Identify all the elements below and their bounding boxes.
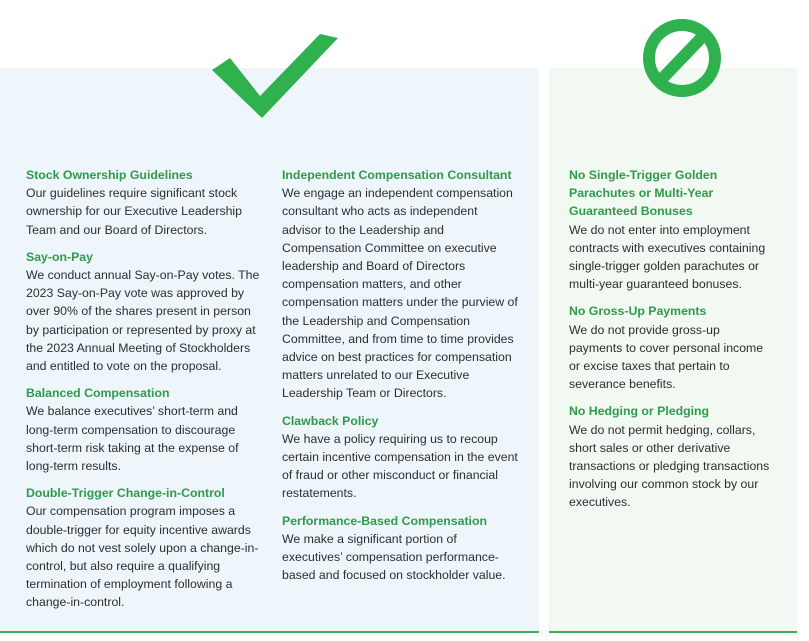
practice-item bbox=[26, 166, 266, 239]
practice-body: We conduct annual Say-on-Pay votes. The 2023 Say-on-Pay vote was approved by over 90% of the shares present in person by participation or represented by proxy at the 2023 Annual Meeting of Stockholders and entitled to vote on the proposal. bbox=[26, 268, 260, 374]
practice-body: We do not provide gross-up payments to cover personal income or excise taxes that pertain to severance benefits. bbox=[569, 322, 764, 392]
practice-item bbox=[569, 302, 774, 393]
prohibited-icon bbox=[641, 17, 723, 99]
checkmark-icon bbox=[208, 26, 342, 122]
practice-title: No Gross-Up Payments bbox=[569, 304, 707, 319]
practice-body: We engage an independent compensation consultant who acts as independent advisor to the Leadership and Compensation Committee on executive leadership and Board of Directors compensation matters, and other compensation matters under the purview of the Leadership and Compensation Committee, and from time to time provides advice on best practices for compensation matters unrelated to our Executive Leadership Team or Directors. bbox=[282, 186, 518, 401]
practice-item bbox=[26, 384, 266, 475]
practice-title: Say-on-Pay bbox=[26, 249, 93, 264]
dont-column bbox=[569, 166, 774, 521]
practice-title: Double-Trigger Change-in-Control bbox=[26, 486, 225, 501]
practice-item bbox=[26, 248, 266, 375]
do-column-2 bbox=[282, 166, 518, 593]
practice-body: We have a policy requiring us to recoup certain incentive compensation in the event of fraud or other misconduct or financial restatements. bbox=[282, 431, 518, 501]
practice-title: Independent Compensation Consultant bbox=[282, 168, 512, 182]
practice-item bbox=[282, 412, 518, 503]
practice-item bbox=[282, 512, 518, 585]
practice-item bbox=[569, 402, 774, 511]
practice-title: No Single-Trigger Golden Parachutes or Multi-Year Guaranteed Bonuses bbox=[569, 168, 718, 219]
do-column-1 bbox=[26, 166, 266, 621]
practice-body: We make a significant portion of executives’ compensation performance-based and focused on stockholder value. bbox=[282, 531, 506, 583]
practice-title: Balanced Compensation bbox=[26, 386, 170, 401]
practice-body: We do not enter into employment contracts with executives containing single-trigger golden parachutes or multi-year guaranteed bonuses. bbox=[569, 222, 766, 292]
practice-body: Our guidelines require significant stock ownership for our Executive Leadership Team and our Board of Directors. bbox=[26, 186, 243, 237]
practice-title: Clawback Policy bbox=[282, 413, 379, 428]
practice-title: Performance-Based Compensation bbox=[282, 513, 488, 528]
practice-title: Stock Ownership Guidelines bbox=[26, 168, 193, 182]
practice-item bbox=[569, 166, 774, 293]
practice-body: We do not permit hedging, collars, short sales or other derivative transactions or pledging transactions involving our common stock by our executives. bbox=[569, 422, 770, 510]
practice-item bbox=[26, 484, 266, 611]
practice-item bbox=[282, 166, 518, 403]
practice-body: Our compensation program imposes a double-trigger for equity incentive awards which do not vest solely upon a change-in-control, but also require a qualifying termination of employment following a change-in-control. bbox=[26, 504, 259, 610]
practice-title: No Hedging or Pledging bbox=[569, 404, 710, 419]
practice-body: We balance executives’ short-term and long-term compensation to discourage short-term risk taking at the expense of long-term results. bbox=[26, 404, 239, 474]
